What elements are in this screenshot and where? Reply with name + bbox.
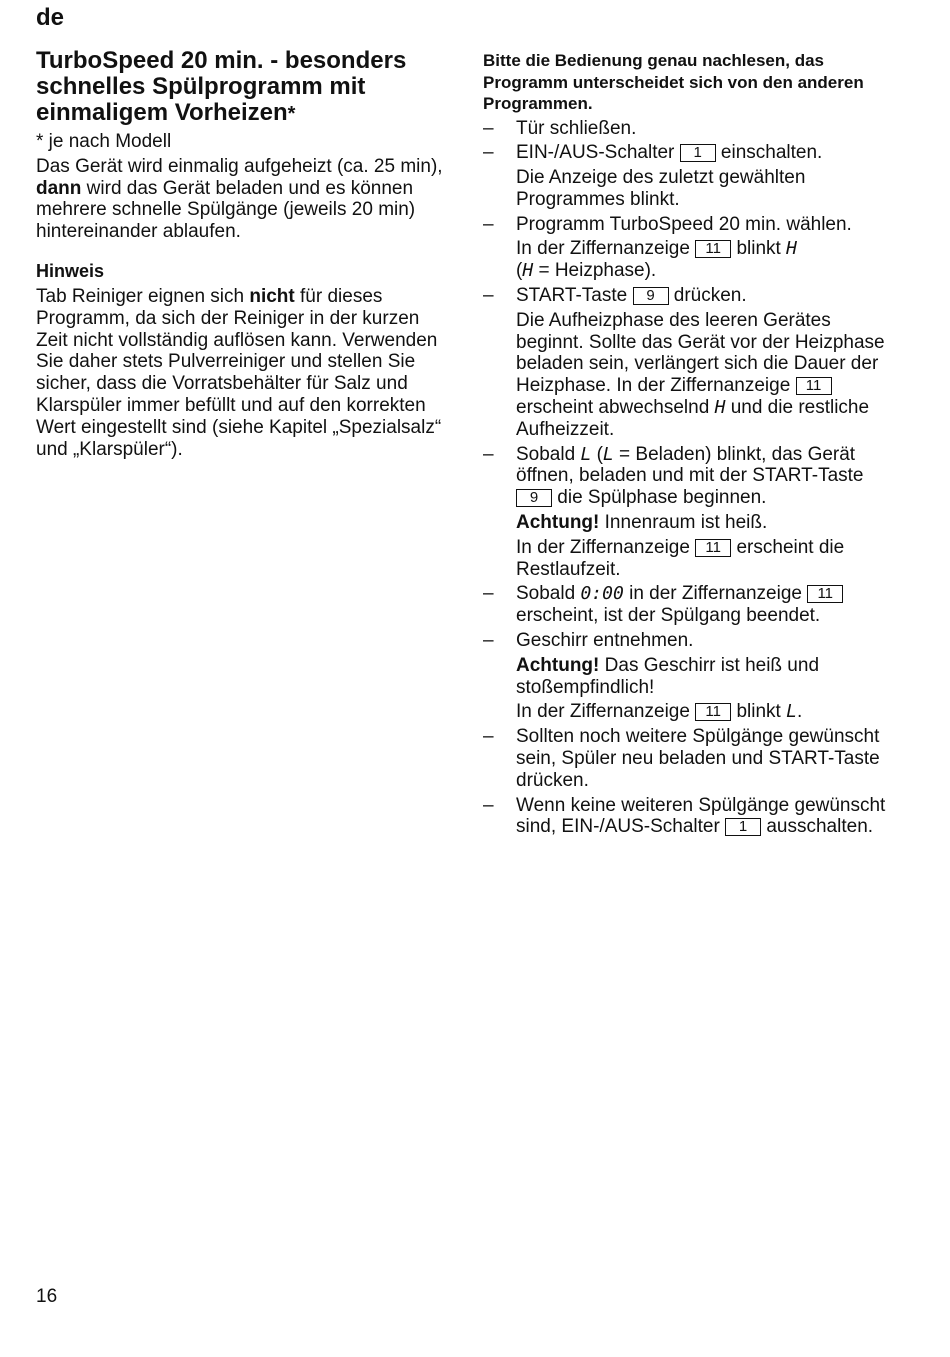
step-text-part: = Beladen) blinkt, das Gerät öffnen, beladen und mit der START-Taste — [516, 443, 864, 487]
step-text-part: in der Ziffernanzeige — [623, 583, 808, 605]
display-symbol: H — [786, 238, 797, 260]
control-number-box: 11 — [796, 377, 832, 395]
desc-bold: dann — [36, 177, 82, 199]
page-number: 16 — [36, 1286, 58, 1307]
step-text-part: Die Aufheizphase des leeren Gerätes beginnt. Sollte das Gerät vor der Heizphase beladen sein, verlängert sich die Dauer der Heizphase. In der Ziffernanzeige — [516, 309, 885, 397]
step-text-part: Sobald — [516, 583, 581, 605]
step-text-part: erscheint abwechselnd — [516, 397, 715, 419]
step-close-door — [483, 118, 903, 140]
step-subtext — [516, 310, 903, 441]
control-number-box: 11 — [807, 585, 843, 603]
step-text-part: erscheint die Restlaufzeit. — [516, 536, 845, 580]
step-text-part: erscheint, ist der Spülgang beendet. — [516, 605, 821, 627]
instruction-intro: Bitte die Bedienung genau nachlesen, das Programm unterscheidet sich von den anderen Programmen. — [483, 51, 864, 113]
step-switch-on — [483, 142, 903, 210]
display-symbol: H — [522, 260, 534, 282]
step-dash: – — [483, 142, 494, 164]
step-select-program — [483, 214, 903, 282]
step-text-part: Sobald — [516, 443, 581, 465]
step-text-part: = Heizphase). — [533, 260, 657, 282]
step-text-part: Das Geschirr ist heiß und stoßempfindlich! — [516, 654, 820, 698]
step-text-part: In der Ziffernanzeige — [516, 701, 696, 723]
step-text — [516, 583, 903, 627]
step-dash: – — [483, 794, 494, 816]
step-text-part: ( — [591, 443, 603, 465]
section-title-text: TurboSpeed 20 min. - besonders schnelles Spülprogramm mit einmaligem Vorheizen — [36, 47, 407, 126]
step-text-part: Innenraum ist heiß. — [599, 512, 768, 534]
warning-text — [516, 655, 903, 699]
section-title — [36, 48, 446, 127]
warning-text — [516, 512, 903, 534]
step-dash: – — [483, 443, 494, 465]
step-text: Tür schließen. — [516, 117, 637, 139]
step-text — [516, 285, 903, 307]
display-symbol: 0:00 — [580, 583, 624, 605]
step-text — [516, 444, 903, 509]
step-subtext — [516, 701, 903, 723]
note-text — [36, 286, 446, 460]
step-text-part: blinkt — [731, 238, 787, 260]
step-text-part: und die restliche Aufheizzeit. — [516, 397, 870, 440]
display-symbol: L — [580, 443, 592, 465]
control-number-box: 9 — [516, 489, 552, 507]
step-text-part: einschalten. — [715, 142, 823, 164]
step-text-part: . — [796, 701, 803, 723]
model-footnote: * je nach Modell — [36, 131, 172, 152]
step-text: Geschirr entnehmen. — [516, 630, 694, 652]
display-symbol: H — [714, 397, 726, 419]
step-subtext — [516, 238, 903, 282]
step-load-dishes — [483, 444, 903, 581]
display-symbol: L — [786, 701, 797, 723]
step-text-part: EIN-/AUS-Schalter — [516, 142, 680, 164]
step-dash: – — [483, 630, 494, 652]
control-number-box: 9 — [633, 287, 669, 305]
desc-text-b: wird das Gerät beladen und es können mehrere schnelle Spülgänge (jeweils 20 min) hintereinander ablaufen. — [36, 177, 416, 243]
control-number-box: 11 — [695, 240, 731, 258]
step-text-part: drücken. — [668, 285, 747, 307]
step-dash: – — [483, 583, 494, 605]
step-text-part: In der Ziffernanzeige — [516, 238, 696, 260]
step-additional-cycles — [483, 726, 903, 791]
step-text: Programm TurboSpeed 20 min. wählen. — [516, 213, 852, 235]
control-number-box: 1 — [680, 144, 716, 162]
step-text-part: START-Taste — [516, 285, 633, 307]
warning-label: Achtung! — [516, 512, 600, 534]
note-text-b: für dieses Programm, da sich der Reiniger in der kurzen Zeit nicht vollständig auflösen kann. Verwenden Sie daher stets Pulverreiniger und stellen Sie sicher, dass die Vorratsbehälter für Salz und Klarspüler immer befüllt und auf den korrekten Wert eingestellt sind (siehe Kapitel „Spezialsalz“ und „Klarspüler“). — [36, 285, 442, 460]
warning-label: Achtung! — [516, 654, 600, 676]
control-number-box: 11 — [695, 539, 731, 557]
step-text-part: die Spülphase beginnen. — [552, 487, 767, 509]
left-column — [36, 48, 446, 460]
step-cycle-finished — [483, 583, 903, 627]
display-symbol: L — [602, 443, 614, 465]
step-subtext: Die Anzeige des zuletzt gewählten Programmes blinkt. — [516, 167, 806, 210]
step-unload-dishes — [483, 630, 903, 723]
step-text-part: ausschalten. — [761, 816, 874, 838]
step-text-part: Wenn keine weiteren Spülgänge gewünscht sind, EIN-/AUS-Schalter — [516, 794, 886, 838]
step-text-part: In der Ziffernanzeige — [516, 536, 696, 558]
step-subtext — [516, 537, 903, 581]
right-column — [483, 50, 903, 838]
step-switch-off — [483, 795, 903, 839]
step-text-part: ( — [516, 260, 523, 282]
language-code: de — [36, 4, 65, 31]
step-dash: – — [483, 213, 494, 235]
step-dash: – — [483, 726, 494, 748]
step-dash: – — [483, 285, 494, 307]
program-description — [36, 156, 446, 243]
note-text-a: Tab Reiniger eignen sich — [36, 285, 250, 307]
control-number-box: 1 — [725, 818, 761, 836]
note-bold: nicht — [249, 285, 295, 307]
note-heading: Hinweis — [36, 260, 105, 281]
control-number-box: 11 — [695, 703, 731, 721]
desc-text-a: Das Gerät wird einmalig aufgeheizt (ca. 25 min), — [36, 155, 443, 177]
title-asterisk: * — [287, 103, 296, 125]
step-text — [516, 142, 903, 164]
step-text — [516, 795, 903, 839]
step-press-start — [483, 285, 903, 441]
step-text-part: blinkt — [731, 701, 787, 723]
step-text: Sollten noch weitere Spülgänge gewünscht sein, Spüler neu beladen und START-Taste drücken. — [516, 726, 880, 791]
step-dash: – — [483, 117, 494, 139]
